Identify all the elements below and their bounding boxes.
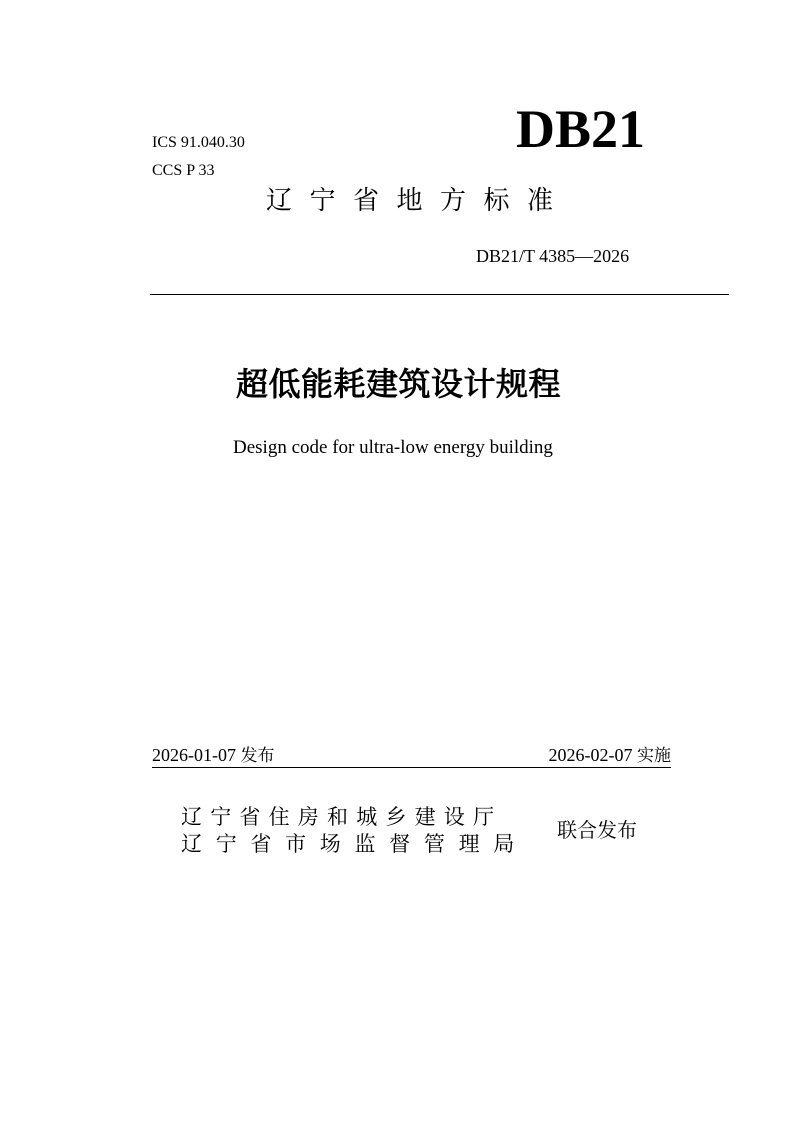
issuing-authorities xyxy=(181,804,528,858)
dates-row xyxy=(152,745,671,768)
implement-date-label: 实施 xyxy=(637,746,671,766)
issue-date-label: 发布 xyxy=(240,746,275,766)
joint-issue-label: 联合发布 xyxy=(557,818,637,842)
ccs-code: CCS P 33 xyxy=(152,162,215,179)
issue-date xyxy=(152,744,275,767)
implement-date-value: 2026-02-07 xyxy=(548,745,633,765)
standard-number: DB21/T 4385—2026 xyxy=(476,246,630,266)
document-title-chinese: 超低能耗建筑设计规程 xyxy=(236,365,562,403)
issue-date-value: 2026-01-07 xyxy=(152,745,236,765)
standard-type-heading: 辽宁省地方标准 xyxy=(266,186,571,216)
header-divider xyxy=(150,294,729,295)
db-code-logo: DB21 xyxy=(516,99,646,159)
implement-date xyxy=(549,744,672,767)
issuer-market-regulation-bureau: 辽宁省市场监督管理局 xyxy=(181,832,528,856)
document-title-english: Design code for ultra-low energy building xyxy=(233,437,553,458)
ics-code: ICS 91.040.30 xyxy=(152,134,245,151)
issuer-housing-department: 辽宁省住房和城乡建设厅 xyxy=(181,805,503,829)
